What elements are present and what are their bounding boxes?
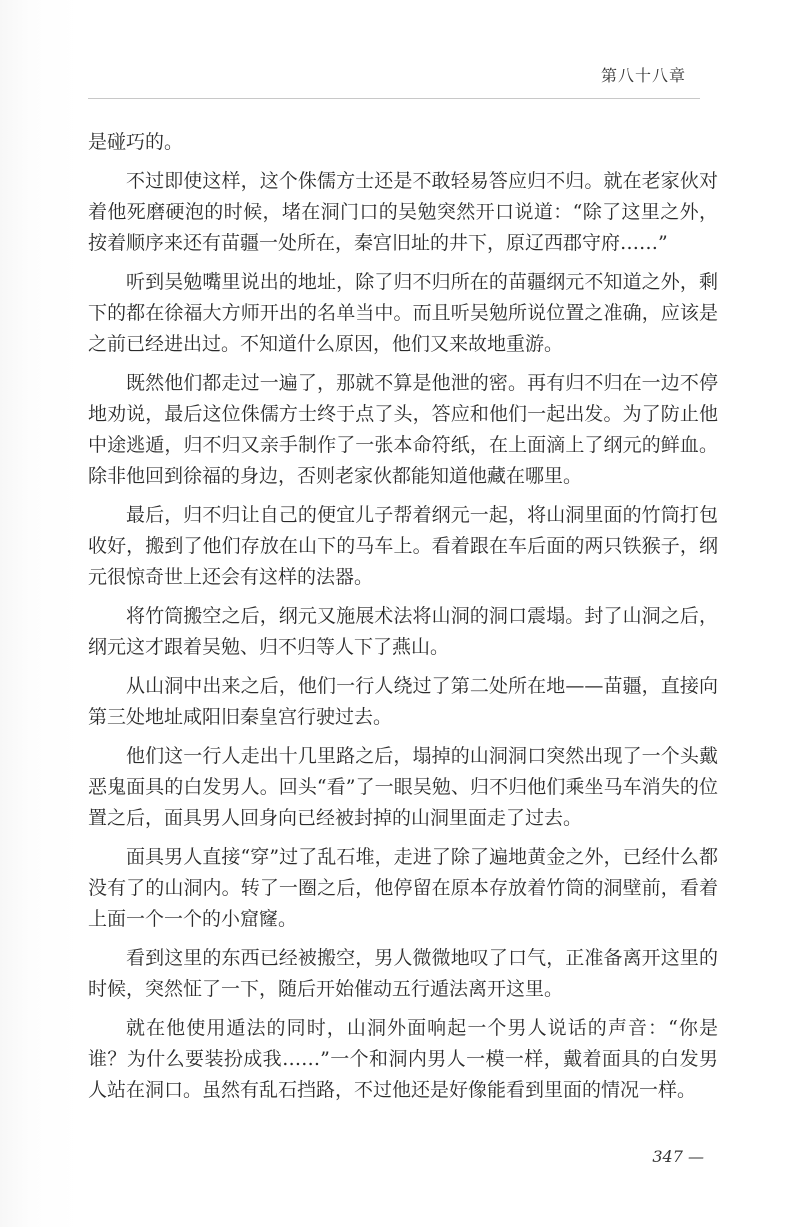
paragraph: 他们这一行人走出十几里路之后，塌掉的山洞洞口突然出现了一个头戴恶鬼面具的白发男人。回头“看”了一眼吴勉、归不归他们乘坐马车消失的位置之后，面具男人回身向已经被封掉的山洞里面走了过去。 (88, 745, 718, 829)
body-text (88, 127, 718, 1114)
paragraph: 最后，归不归让自己的便宜儿子帮着纲元一起，将山洞里面的竹筒打包收好，搬到了他们存放在山下的马车上。看着跟在车后面的两只铁猴子，纲元很惊奇世上还会有这样的法器。 (88, 504, 718, 588)
paragraph: 将竹筒搬空之后，纲元又施展术法将山洞的洞口震塌。封了山洞之后，纲元这才跟着吴勉、归不归等人下了燕山。 (88, 605, 718, 658)
paragraph: 是碰巧的。 (88, 131, 184, 153)
paragraph: 从山洞中出来之后，他们一行人绕过了第二处所在地——苗疆，直接向第三处地址咸阳旧秦皇宫行驶过去。 (88, 675, 718, 728)
paragraph: 就在他使用遁法的同时，山洞外面响起一个男人说话的声音：“你是谁？为什么要装扮成我……”一个和洞内男人一模一样，戴着面具的白发男人站在洞口。虽然有乱石挡路，不过他还是好像能看到里面的情况一样。 (88, 1017, 718, 1101)
paragraph: 看到这里的东西已经被搬空，男人微微地叹了口气，正准备离开这里的时候，突然怔了一下，随后开始催动五行遁法离开这里。 (88, 947, 718, 1000)
page-number: 347 — (652, 1147, 704, 1166)
paragraph: 听到吴勉嘴里说出的地址，除了归不归所在的苗疆纲元不知道之外，剩下的都在徐福大方师开出的名单当中。而且听吴勉所说位置之准确，应该是之前已经进出过。不知道什么原因，他们又来故地重游。 (88, 271, 718, 355)
paragraph: 面具男人直接“穿”过了乱石堆，走进了除了遍地黄金之外，已经什么都没有了的山洞内。转了一圈之后，他停留在原本存放着竹筒的洞壁前，看着上面一个一个的小窟窿。 (88, 846, 718, 930)
paragraph: 既然他们都走过一遍了，那就不算是他泄的密。再有归不归在一边不停地劝说，最后这位侏儒方士终于点了头，答应和他们一起出发。为了防止他中途逃遁，归不归又亲手制作了一张本命符纸，在上面滴上了纲元的鲜血。除非他回到徐福的身边，否则老家伙都能知道他藏在哪里。 (88, 372, 718, 487)
chapter-header: 第八十八章 (600, 66, 686, 85)
paragraph: 不过即使这样，这个侏儒方士还是不敢轻易答应归不归。就在老家伙对着他死磨硬泡的时候，堵在洞门口的吴勉突然开口说道：“除了这里之外，按着顺序来还有苗疆一处所在，秦宫旧址的井下，原辽西郡守府……” (88, 170, 718, 254)
header-divider (88, 98, 700, 99)
